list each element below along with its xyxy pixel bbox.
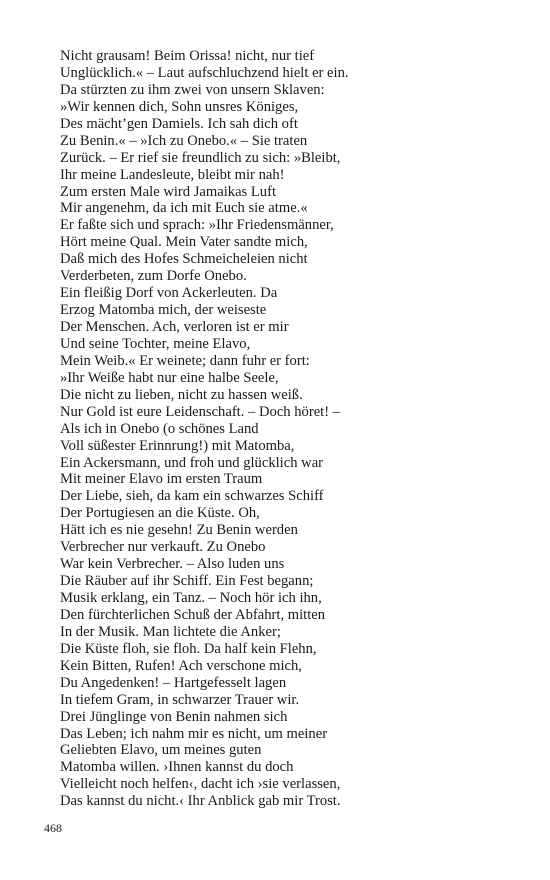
- page-number: 468: [44, 821, 62, 835]
- poem-line: »Wir kennen dich, Sohn unsres Königes,: [60, 98, 299, 115]
- poem-line: Der Liebe, sieh, da kam ein schwarzes Schiff: [60, 488, 324, 505]
- poem-line: Des mächt’gen Damiels. Ich sah dich oft: [60, 115, 298, 132]
- poem-line: Mein Weib.« Er weinete; dann fuhr er fort:: [60, 352, 310, 369]
- poem-line: Erzog Matomba mich, der weiseste: [60, 302, 267, 319]
- poem-line: Die nicht zu lieben, nicht zu hassen weiß.: [60, 386, 303, 403]
- poem-line: In tiefem Gram, in schwarzer Trauer wir.: [60, 691, 300, 708]
- poem-line: Voll süßester Erinnrung!) mit Matomba,: [60, 437, 295, 454]
- poem-line: Zum ersten Male wird Jamaikas Luft: [60, 183, 277, 200]
- poem-line: Mir angenehm, da ich mit Euch sie atme.«: [60, 200, 308, 217]
- poem-line: Der Menschen. Ach, verloren ist er mir: [60, 319, 289, 335]
- poem-line: Nicht grausam! Beim Orissa! nicht, nur tief: [60, 48, 315, 64]
- poem-line: Den fürchterlichen Schuß der Abfahrt, mitten: [60, 606, 326, 623]
- poem-line: Hört meine Qual. Mein Vater sandte mich,: [60, 234, 308, 251]
- poem-line: Nur Gold ist eure Leidenschaft. – Doch höret! –: [60, 403, 341, 420]
- poem-line: Die Küste floh, sie floh. Da half kein Flehn,: [60, 640, 317, 657]
- poem-line: Zurück. – Er rief sie freundlich zu sich: »Bleibt,: [60, 149, 341, 166]
- poem-line: Die Räuber auf ihr Schiff. Ein Fest begann;: [60, 573, 314, 590]
- poem-line: Unglücklich.« – Laut aufschluchzend hielt er ein.: [60, 64, 349, 81]
- poem-line: Hätt ich es nie gesehn! Zu Benin werden: [60, 522, 298, 539]
- poem-line: Und seine Tochter, meine Elavo,: [60, 335, 251, 352]
- poem-line: Du Angedenken! – Hartgefesselt lagen: [60, 674, 287, 691]
- poem-line: Drei Jünglinge von Benin nahmen sich: [60, 708, 288, 725]
- poem-line: War kein Verbrecher. – Also luden uns: [60, 556, 285, 573]
- poem-line: »Ihr Weiße habt nur eine halbe Seele,: [60, 369, 279, 386]
- poem-line: Verderbeten, zum Dorfe Onebo.: [60, 268, 247, 285]
- poem-line: Als ich in Onebo (o schönes Land: [60, 420, 259, 437]
- poem-line: Das kannst du nicht.‹ Ihr Anblick gab mir Trost.: [60, 793, 341, 810]
- poem-line: Vielleicht noch helfen‹, dacht ich ›sie verlassen,: [60, 776, 341, 793]
- poem-line: Geliebten Elavo, um meines guten: [60, 742, 262, 759]
- poem-line: Musik erklang, ein Tanz. – Noch hör ich ihn,: [60, 590, 322, 606]
- poem-line: Ein fleißig Dorf von Ackerleuten. Da: [60, 285, 278, 302]
- poem-line: In der Musik. Man lichtete die Anker;: [60, 623, 281, 640]
- poem-line: Der Portugiesen an die Küste. Oh,: [60, 505, 260, 522]
- poem-line: Das Leben; ich nahm mir es nicht, um meiner: [60, 725, 328, 742]
- poem-line: Ein Ackersmann, und froh und glücklich war: [60, 454, 324, 471]
- poem-line: Daß mich des Hofes Schmeicheleien nicht: [60, 251, 308, 268]
- poem-line: Zu Benin.« – »Ich zu Onebo.« – Sie traten: [60, 132, 308, 149]
- poem-line: Kein Bitten, Rufen! Ach verschone mich,: [60, 657, 302, 674]
- poem-line: Ihr meine Landesleute, bleibt mir nah!: [60, 166, 285, 183]
- poem-line: Er faßte sich und sprach: »Ihr Friedensmänner,: [60, 217, 334, 234]
- poem-line: Verbrecher nur verkauft. Zu Onebo: [60, 539, 266, 556]
- poem-line: Da stürzten zu ihm zwei von unsern Sklaven:: [60, 81, 325, 98]
- poem-line: Mit meiner Elavo im ersten Traum: [60, 471, 263, 488]
- poem-line: Matomba willen. ›Ihnen kannst du doch: [60, 759, 294, 776]
- poem-text-block: [60, 48, 530, 810]
